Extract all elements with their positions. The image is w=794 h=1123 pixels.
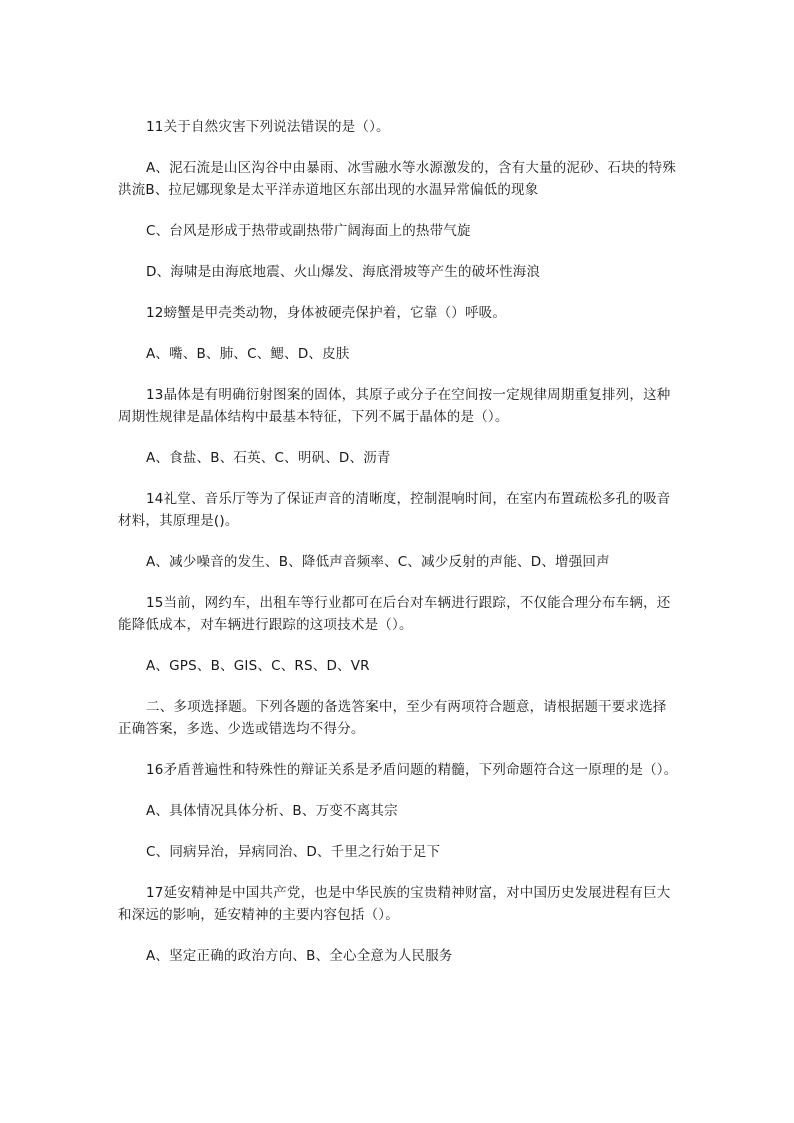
question-11-options-ab: A、泥石流是山区沟谷中由暴雨、冰雪融水等水源激发的，含有大量的泥砂、石块的特殊洪流B、拉尼娜现象是太平洋赤道地区东部出现的水温异常偏低的现象 xyxy=(118,160,677,198)
question-12-options: A、嘴、B、肺、C、鳃、D、皮肤 xyxy=(146,346,350,362)
question-17-stem: 17延安精神是中国共产党，也是中华民族的宝贵精神财富，对中国历史发展进程有巨大和深远的影响，延安精神的主要内容包括（）。 xyxy=(118,885,671,923)
question-16-options-cd: C、同病异治，异病同治、D、千里之行始于足下 xyxy=(146,844,441,860)
section-heading-multiple-choice: 二、多项选择题。下列各题的备选答案中，至少有两项符合题意，请根据题干要求选择正确答案，多选、少选或错选均不得分。 xyxy=(118,699,667,737)
question-16-stem: 16矛盾普遍性和特殊性的辩证关系是矛盾问题的精髓，下列命题符合这一原理的是（）。 xyxy=(146,762,678,778)
question-13-stem: 13晶体是有明确衍射图案的固体，其原子或分子在空间按一定规律周期重复排列，这种周期性规律是晶体结构中最基本特征，下列不属于晶体的是（）。 xyxy=(118,387,671,425)
question-15-options: A、GPS、B、GIS、C、RS、D、VR xyxy=(146,658,370,674)
question-14-stem: 14礼堂、音乐厅等为了保证声音的清晰度，控制混响时间，在室内布置疏松多孔的吸音材料，其原理是()。 xyxy=(118,491,671,529)
question-16-options-ab: A、具体情况具体分析、B、万变不离其宗 xyxy=(146,803,398,819)
question-11-stem: 11关于自然灾害下列说法错误的是（）。 xyxy=(146,119,390,135)
question-14-options: A、减少噪音的发生、B、降低声音频率、C、减少反射的声能、D、增强回声 xyxy=(146,554,610,570)
question-13-options: A、食盐、B、石英、C、明矾、D、沥青 xyxy=(146,450,391,466)
question-11-option-c: C、台风是形成于热带或副热带广阔海面上的热带气旋 xyxy=(146,223,471,239)
question-15-stem: 15当前，网约车，出租车等行业都可在后台对车辆进行跟踪，不仅能合理分布车辆，还能降低成本，对车辆进行跟踪的这项技术是（）。 xyxy=(118,595,671,633)
question-11-option-d: D、海啸是由海底地震、火山爆发、海底滑坡等产生的破坏性海浪 xyxy=(146,264,541,280)
document-body xyxy=(118,116,678,986)
question-12-stem: 12螃蟹是甲壳类动物，身体被硬壳保护着，它靠（）呼吸。 xyxy=(146,305,507,321)
question-17-options-ab: A、坚定正确的政治方向、B、全心全意为人民服务 xyxy=(146,948,453,964)
